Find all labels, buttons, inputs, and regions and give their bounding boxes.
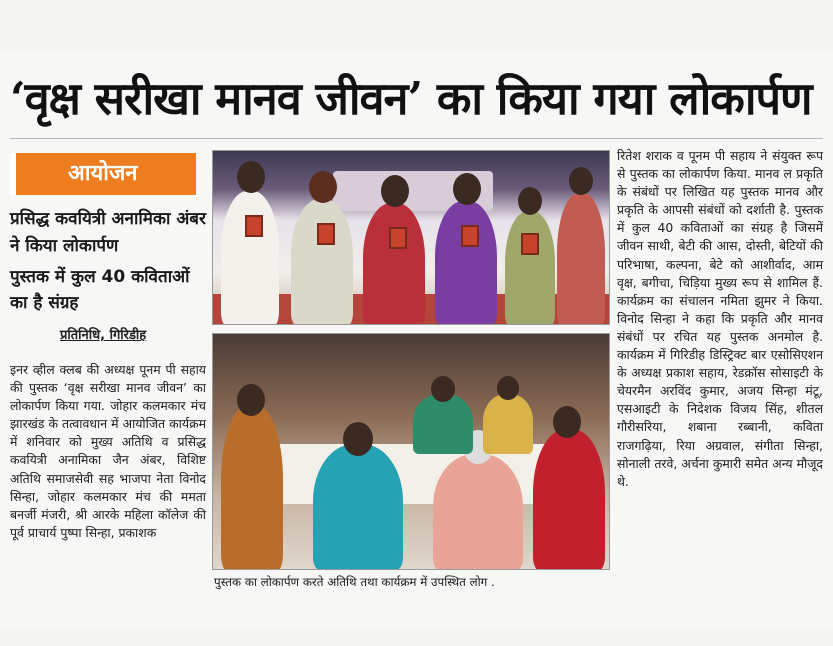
person <box>557 193 605 325</box>
person-head <box>497 376 519 400</box>
person <box>313 444 403 570</box>
person-head <box>518 187 542 215</box>
person-head <box>343 422 373 456</box>
photo-audience <box>212 333 610 570</box>
person <box>363 203 425 325</box>
book <box>461 225 479 247</box>
section-kicker: आयोजन <box>10 153 196 195</box>
person <box>221 191 279 325</box>
person <box>413 394 473 454</box>
person-head <box>237 384 265 416</box>
person-head <box>569 167 593 195</box>
person <box>433 454 523 570</box>
article-column-3: रितेश शराक व पूनम पी सहाय ने संयुक्त रूप से पुस्तक का लोकार्पण किया. मानव ल प्रकृति के संबंधों पर लिखित यह पुस्तक मानव और प्रकृति के आपसी संबंधों को दर्शाती है. पुस्तक में कुल 40 कविताओं का संग्रह है जिसमें जीवन साथी, बेटी की आस, दोस्ती, बेटियों की परिभाषा, कल्पना, बेटे को आशीर्वाद, आम वृक्ष, बगीचा, चिड़िया मुख्य रूप से शामिल हैं. कार्यक्रम का संचालन नमिता झुमर ने किया. विनोद सिन्हा ने कहा कि प्रकृति और मानव संबंधों पर रचित यह पुस्तक अनमोल है. कार्यक्रम में गिरिडीह डिस्ट्रिक्ट बार एसोसिएशन के अध्यक्ष प्रकाश सहाय, रेडक्रॉस सोसाइटी के चेयरमैन अरविंद कुमार, अजय सिन्हा मंटू, एसआइटी के निदेशक विजय सिंह, शीतल गौरीसरिया, शबाना रब्बानी, कविता राजगढ़िया, रिया अग्रवाल, संगीता सिन्हा, सोनाली तरवे, अर्चना कुमारी समेत अन्य मौजूद थे. <box>617 148 823 489</box>
book <box>389 227 407 249</box>
deck-line-1: प्रसिद्ध कवयित्री अनामिका अंबर ने किया लोकार्पण <box>10 209 206 256</box>
person <box>435 201 497 325</box>
person-head <box>237 161 265 193</box>
person-head <box>553 406 581 438</box>
person-head <box>431 376 455 402</box>
person-head <box>453 173 481 205</box>
article-column-1: इनर व्हील क्लब की अध्यक्ष पूनम पी सहाय की पुस्तक ‘वृक्ष सरीखा मानव जीवन’ का लोकार्पण किया गया. जोहार कलमकार मंच झारखंड के तत्वावधान में आयोजित कार्यक्रम में शनिवार को मुख्य अतिथि व प्रसिद्ध कवयित्री अनामिका जैन अंबर, विशिष्ट अतिथि समाजसेवी सह भाजपा नेता विनोद सिन्हा, जोहार कलमकार मंच की ममता बनर्जी मंजरी, श्री आरके महिला कॉलेज की पूर्व प्राचार्य पुष्पा सिन्हा, प्रकाशक <box>10 362 206 540</box>
book <box>521 233 539 255</box>
book <box>317 223 335 245</box>
person <box>505 211 555 325</box>
person <box>533 429 605 570</box>
photo-caption: पुस्तक का लोकार्पण करते अतिथि तथा कार्यक्रम में उपस्थित लोग . <box>214 575 495 589</box>
person-head <box>309 171 337 203</box>
byline: प्रतिनिधि, गिरिडीह <box>60 328 147 343</box>
person <box>291 199 353 325</box>
person <box>221 404 283 570</box>
divider <box>10 138 823 139</box>
headline: ‘वृक्ष सरीखा मानव जीवन’ का किया गया लोकार्पण <box>10 72 812 125</box>
person-head <box>381 175 409 207</box>
person <box>483 394 533 454</box>
deck-line-2: पुस्तक में कुल 40 कविताओं का है संग्रह <box>10 267 190 313</box>
book <box>245 215 263 237</box>
photo-book-release <box>212 150 610 325</box>
